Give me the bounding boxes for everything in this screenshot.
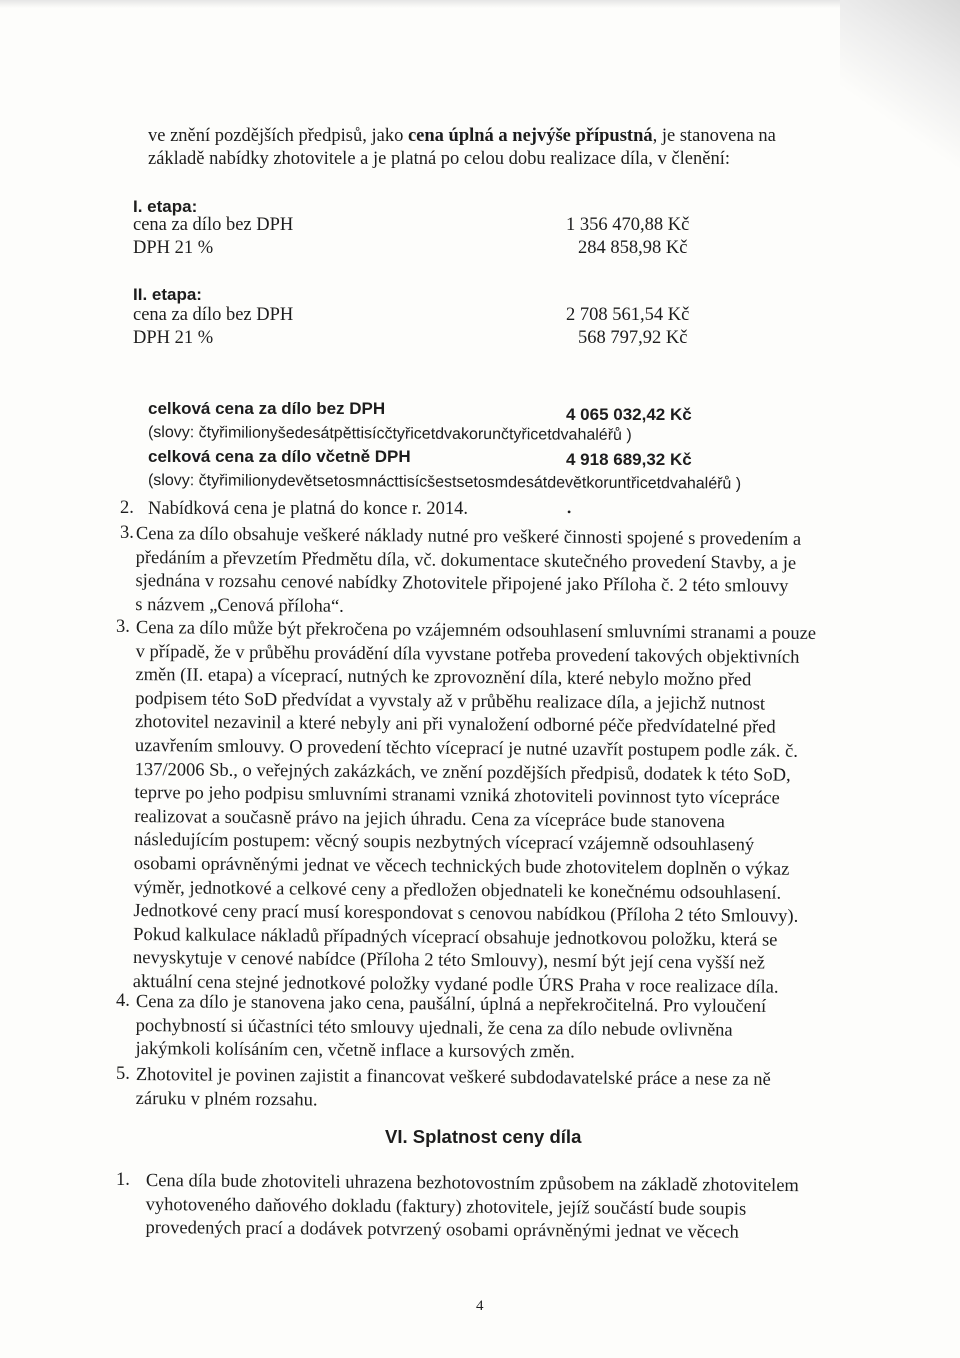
item-line: Cena za dílo je stanovena jako cena, paušální, úplná a nepřekročitelná. Pro vyloučení [135,991,767,1017]
stage1-value-vat: 284 858,98 Kč [578,238,688,258]
stage1-value-price: 1 356 470,88 Kč [566,215,690,235]
stage1-label-price: cena za dílo bez DPH [133,215,294,235]
item-number: 4. [116,991,130,1011]
item-line: předáním a převzetím Předmětu díla, vč. dokumentace skutečného provedení Stavby, a je [135,547,797,574]
total-value: 4 065 032,42 Kč [566,405,692,424]
item-line: Jednotkové ceny prací musí korespondovat s cenovou nabídkou (Příloha 2 této Smlouvy). [133,901,799,927]
stage1-label-vat: DPH 21 % [133,238,214,258]
section-heading: VI. Splatnost ceny díla [385,1126,582,1147]
item-line: nevyskytuje v cenové nabídce (Příloha 2 této Smlouvy), nesmí být její cena vyšší než [132,948,766,974]
item-line: Zhotovitel je povinen zajistit a financovat veškeré subdodavatelské práce a nese za ně [135,1065,771,1090]
stage2-label-price: cena za dílo bez DPH [133,305,294,325]
item-line: Cena za dílo může být překročena po vzájemném odsouhlasení smluvními stranami a pouze [135,617,817,644]
item-line: osobami oprávněnými jednat ve věcech technických bude zhotovitelem doplněn o výkaz [133,853,790,880]
stage2-label-vat: DPH 21 % [133,328,214,348]
intro-text: ve znění pozdějších předpisů, jako [148,126,408,146]
item-number: 3. [116,617,130,637]
total-vat-label: celková cena za dílo včetně DPH [148,447,411,466]
intro-line-1 [148,126,776,147]
item-line: zhotovitel nezavinil a které nebyly ani při vynaložení odborné péče předvídatelné před [134,712,776,738]
item-line: s názvem „Cenová příloha“. [135,594,344,617]
item-number: 3. [120,523,134,543]
stage2-value-vat: 568 797,92 Kč [578,328,688,348]
intro-bold: cena úplná a nejvýše přípustná [407,126,653,146]
item-line: sjednána v rozsahu cenové nabídky Zhotovitele připojené jako Příloha č. 2 této smlouvy [135,571,789,597]
item-line: změn (II. etapa) a víceprací, nutných ke zprovoznění díla, které nebylo možno před [135,665,752,691]
item-line: Cena za dílo obsahuje veškeré náklady nutné pro veškeré činnosti spojené s provedením a [135,523,802,550]
intro-line-2: základě nabídky zhotovitele a je platná po celou dobu realizace díla, v členění: [148,149,730,169]
item-line: Pokud kalkulace nákladů případných víceprací obsahuje jednotkovou položku, která se [133,924,778,951]
item-text [135,991,841,1067]
item-text [133,617,841,1001]
item-line: jakýmkoli kolísáním cen, včetně inflace a kursových změn. [135,1039,575,1063]
item-text [136,1064,841,1117]
item-line: teprve po jeho podpisu smluvními stranami vzniká zhotoviteli povinnost tyto vícepráce [134,783,780,809]
total-label: celková cena za dílo bez DPH [148,399,386,418]
item-number: 5. [116,1064,130,1084]
stage1-title: I. etapa: [133,197,198,216]
item-line: Cena díla bude zhotoviteli uhrazena bezhotovostním způsobem na základě zhotovitelem [145,1171,799,1197]
item-text [135,523,841,624]
item-line: realizovat a současně právo na jejich úhradu. Cena za vícepráce bude stanovena [134,806,726,832]
item-line: uzavřením smlouvy. O provedení těchto víceprací je nutné uzavřít postupem podle zák. č. [134,735,798,762]
total-words: (slovy: čtyřimilionyšedesátpěttisícčtyřicetdvakorunčtyřicetdvahaléřů ) [147,424,632,444]
item-number: 2. [120,498,134,518]
stage2-value-price: 2 708 561,54 Kč [566,305,690,325]
item-line: pochybností si účastníci této smlouvy ujednali, že cena za dílo nebude ovlivněna [135,1015,733,1041]
item-text [148,498,853,522]
item-line: záruku v plném rozsahu. [135,1088,318,1111]
item-line: výměr, jednotkové a celkové ceny a předložen objednateli ke konečnému odsouhlasení. [133,877,782,904]
intro-text-end: , je stanovena na [652,126,776,146]
item-number: 1. [116,1170,130,1190]
item-line: 137/2006 Sb., o veřejných zakázkách, ve znění pozdějších předpisů, dodatek k této SoD, [134,759,791,786]
item-line: následujícím postupem: věcný soupis nezbytných víceprací vzájemně odsouhlasený [133,830,755,856]
total-vat-words: (slovy: čtyřimilionydevětsetosmnácttisícšestsetosmdesátdevětkoruntřicetdvahaléřů ) [147,472,742,493]
item-line: podpisem této SoD předvídat a vyvstaly až v průběhu realizace díla, a jejichž nutnost [135,688,766,715]
item-line: vyhotoveného daňového dokladu (faktury) zhotovitele, jejíž součástí bude soupis [145,1194,747,1220]
item-line: v případě, že v průběhu provádění díla vyvstane potřeba provedení takových objektivních [135,641,800,668]
page-number: 4 [476,1298,484,1314]
stage2-title: II. etapa: [133,285,202,304]
stray-mark: • [567,505,572,519]
total-vat-value: 4 918 689,32 Kč [566,450,692,469]
item-line: aktuální cena stejné jednotkové položky vydané podle ÚRS Praha v roce realizace díla. [132,971,779,998]
item-text [145,1170,851,1246]
item-line: Nabídková cena je platná do konce r. 2014. [148,499,469,519]
item-line: provedených prací a dodávek potvrzený osobami oprávněnými jednat ve věcech [145,1218,739,1243]
